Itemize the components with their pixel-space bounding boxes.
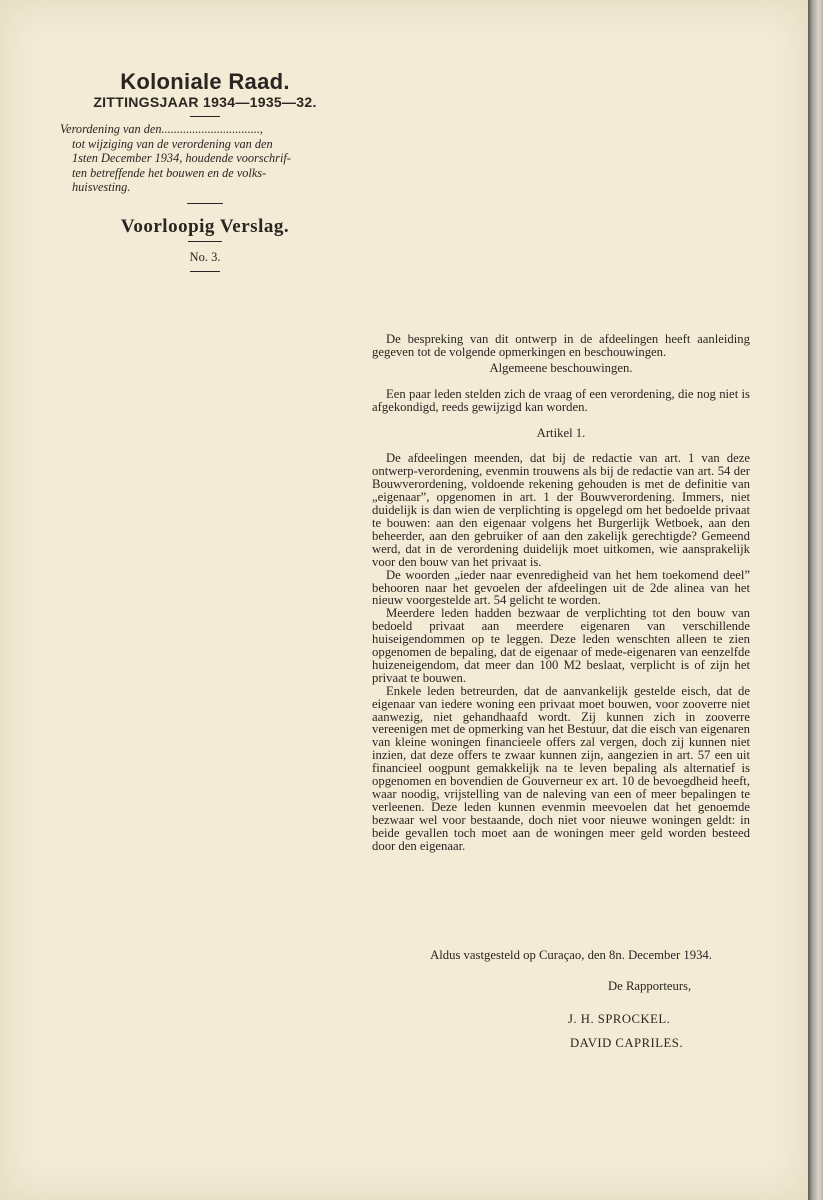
report-title: Voorloopig Verslag. <box>120 215 290 237</box>
page-edge <box>808 0 823 1200</box>
article-paragraph: De woorden „ieder naar evenredigheid van het hem toekomend deel” behooren naar het gevoelen der afdeelingen uit de 2de alinea van het nieuw voorgestelde art. 54 gelicht te worden. <box>372 567 750 608</box>
general-paragraph: Een paar leden stelden zich de vraag of een verordening, die nog niet is afgekondigd, reeds gewijzigd kan worden. <box>372 386 750 414</box>
subject-description <box>60 122 350 195</box>
document-number: No. 3. <box>189 249 221 264</box>
council-title: Koloniale Raad. <box>120 69 290 94</box>
subject-line: ten betreffende het bouwen en de volks- <box>72 165 267 180</box>
subject-line: Verordening van den................................, <box>60 122 263 136</box>
session-year: ZITTINGSJAAR 1934—1935—32. <box>93 94 317 110</box>
rapporteurs-label: De Rapporteurs, <box>608 979 692 993</box>
subject-line: huisvesting. <box>72 180 131 194</box>
document-header <box>60 70 350 272</box>
divider <box>190 271 220 272</box>
intro-paragraph: De bespreking van dit ontwerp in de afdeelingen heeft aanleiding gegeven tot de volgende opmerkingen en beschouwingen. <box>372 332 750 359</box>
signatory: DAVID CAPRILES. <box>570 1036 684 1050</box>
article-paragraph: Meerdere leden hadden bezwaar de verplichting tot den bouw van bedoeld privaat aan meerdere eigenaren van verschillende huiseigendommen op te leggen. Deze leden wenschten alleen te zien opgenomen de bepaling, dat de eigenaar of mede-eigenaren van eenzelfde huizeneigendom, dat meer dan 100 M2 beslaat, verplicht is of zijn het privaat te bouwen. <box>372 606 750 685</box>
subject-line: tot wijziging van de verordening van den <box>72 136 273 151</box>
article-paragraph: De afdeelingen meenden, dat bij de redactie van art. 1 van deze ontwerp-verordening, evenmin trouwens als bij de redactie van art. 54 der Bouwverordening, voldoende rekening gehouden is met de definitie van „eigenaar”, opgenomen in art. 1 der Bouwverordening. Immers, niet duidelijk is dan wien de verplichting is opgelegd om het bedoelde privaat te bouwen: aan den eigenaar volgens het Burgerlijk Wetboek, aan den beheerder, aan den gebruiker of aan den zakelijk gerechtigde? Gemeend werd, dat in de verordening duidelijk moet uitkomen, wie aansprakelijk voor den bouw van het privaat is. <box>372 451 750 569</box>
section-heading-article: Artikel 1. <box>536 425 586 440</box>
article-paragraph: Enkele leden betreurden, dat de aanvankelijk gestelde eisch, dat de eigenaar van iedere woning een privaat moet bouwen, voor zooverre niet aanwezig, niet gehandhaafd wordt. Zij kunnen zich in zooverre vereenigen met de opmerking van het Bestuur, dat die eisch van eigenaren van kleine woningen financieele offers zal vergen, doch zij kunnen niet inzien, dat deze offers te zwaar kunnen zijn, aangezien in art. 57 een uit financieel oogpunt gemakkelijk na te leven bepaling als alternatief is opgenomen en bovendien de Gouverneur ex art. 10 de bevoegdheid heeft, waar noodig, vrijstelling van de naleving van een of meer bepalingen te verleenen. Deze leden kunnen evenmin meevoelen dat het genoemde bezwaar wel voor bestaande, doch niet voor nieuwe woningen geldt: in beide gevallen toch moet aan de woningen meer geld worden besteed door den eigenaar. <box>372 683 750 853</box>
divider <box>188 241 222 242</box>
signatory: J. H. SPROCKEL. <box>568 1012 671 1026</box>
divider <box>190 116 220 117</box>
divider <box>187 203 223 204</box>
subject-line: 1sten December 1934, houdende voorschrif- <box>72 151 291 165</box>
section-heading-general: Algemeene beschouwingen. <box>489 360 633 375</box>
closing-line: Aldus vastgesteld op Curaçao, den 8n. December 1934. <box>430 948 712 962</box>
report-body <box>372 333 750 853</box>
